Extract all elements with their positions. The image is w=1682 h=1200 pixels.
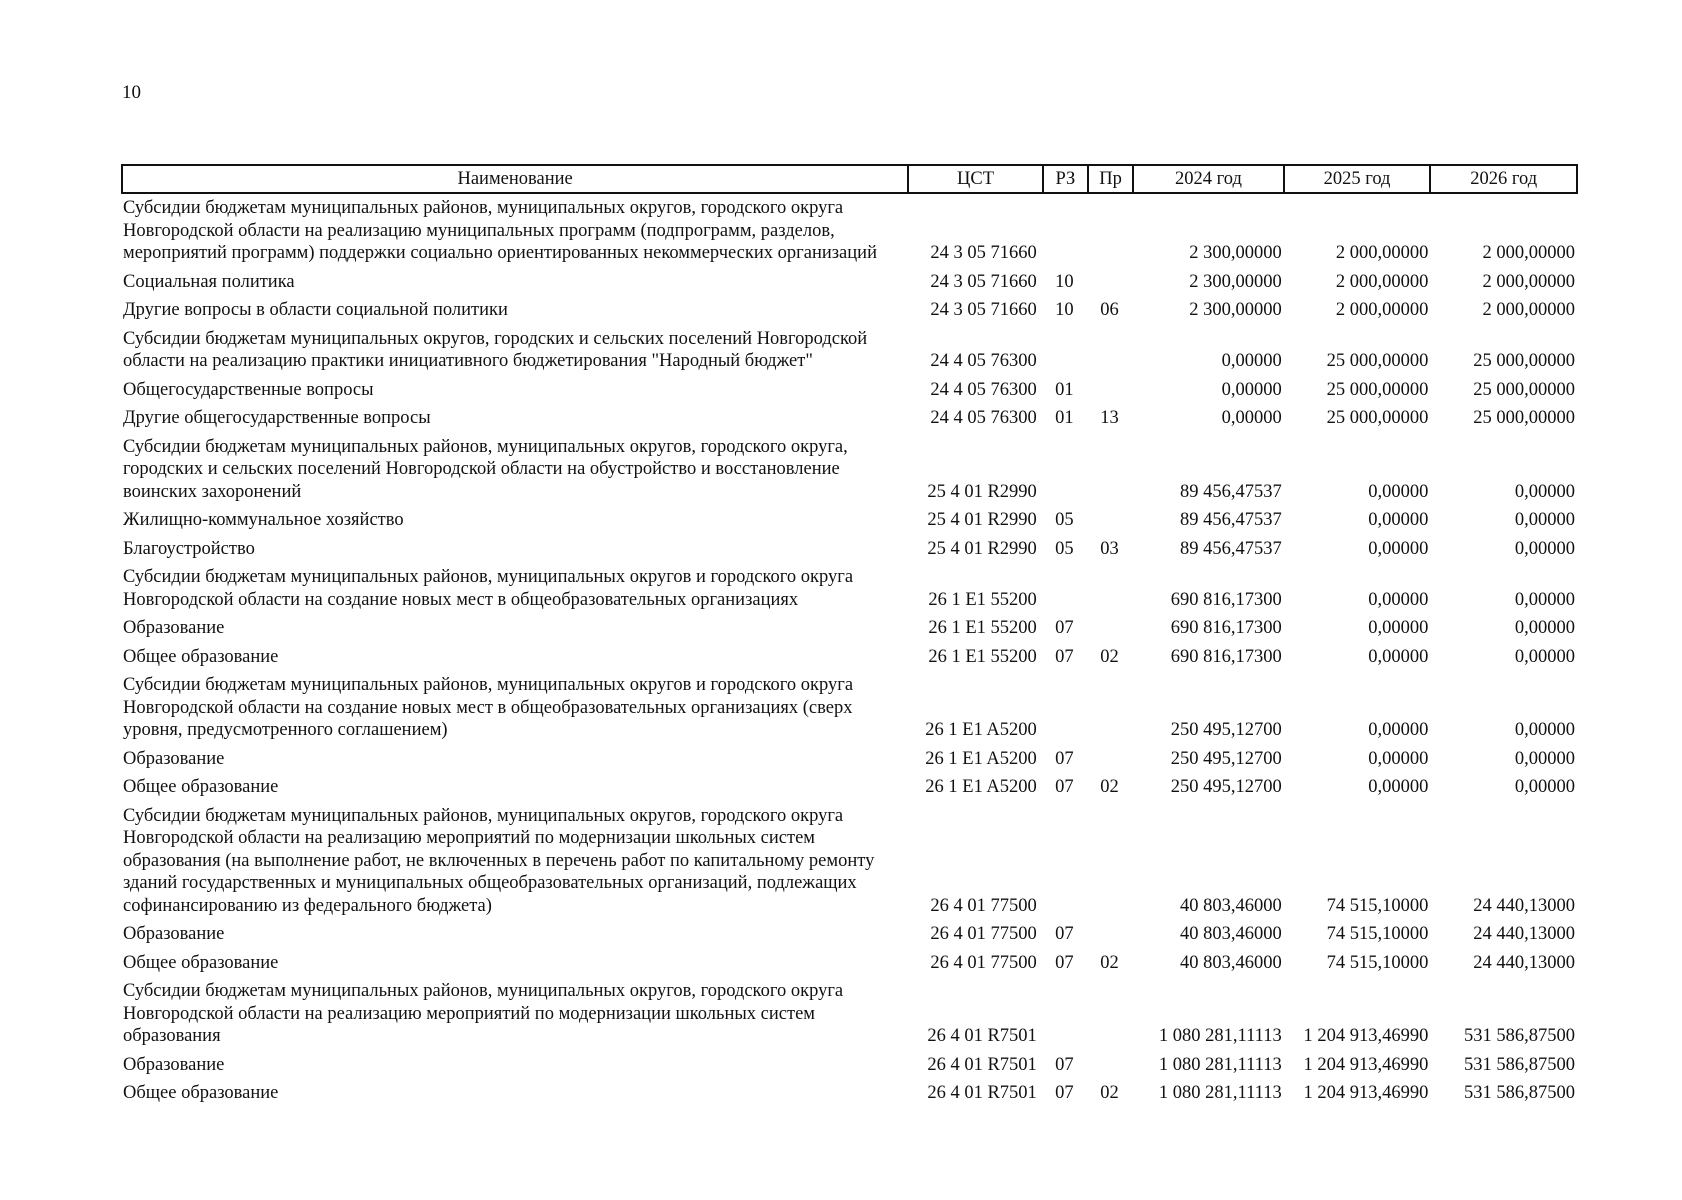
row-name: Благоустройство [123,538,255,559]
row-pr [1088,193,1133,268]
row-value-2025: 1 204 913,46990 [1303,1083,1429,1103]
table-row [122,671,1577,745]
row-cst: 26 1 E1 55200 [928,618,1037,638]
row-value-2024: 2 300,00000 [1189,300,1282,320]
row-value-2024: 0,00000 [1221,351,1282,371]
row-value-2026: 0,00000 [1514,646,1575,667]
row-value-2024: 0,00000 [1221,379,1282,400]
row-value-2025: 0,00000 [1368,481,1429,502]
row-rz: 07 [1055,777,1074,797]
row-value-2024: 250 495,12700 [1170,720,1282,740]
header-2026: 2026 год [1430,165,1577,193]
row-rz [1043,802,1088,921]
row-name: Субсидии бюджетам муниципальных районов, муниципальных округов, городского округа Новгородской области на реализацию муниципальных программ (подпрограмм, разделов, мероприятий программ) поддержки социально ориентированных некоммерческих организаций [123,198,877,263]
row-value-2026: 0,00000 [1514,589,1575,610]
table-row [122,949,1577,978]
row-cst: 26 1 E1 55200 [928,646,1037,667]
row-value-2025: 1 204 913,46990 [1303,1026,1429,1046]
row-value-2024: 2 300,00000 [1189,271,1282,292]
row-name: Образование [123,1054,225,1075]
row-rz [1043,977,1088,1051]
row-name: Общее образование [123,952,279,973]
row-value-2024: 2 300,00000 [1189,243,1282,263]
row-value-2025: 2 000,00000 [1335,243,1429,263]
table-row [122,920,1577,949]
row-value-2026: 25 000,00000 [1473,408,1575,428]
row-value-2026: 0,00000 [1514,538,1575,559]
row-value-2025: 0,00000 [1368,720,1429,740]
row-value-2026: 25 000,00000 [1473,379,1575,400]
table-row [122,535,1577,564]
row-pr [1088,802,1133,921]
row-rz: 05 [1055,538,1074,559]
row-value-2025: 2 000,00000 [1335,271,1429,292]
row-value-2024: 690 816,17300 [1170,646,1282,667]
row-name: Другие вопросы в области социальной политики [123,300,508,320]
row-cst: 26 4 01 77500 [930,952,1037,973]
row-cst: 25 4 01 R2990 [927,510,1037,530]
row-rz: 10 [1055,300,1074,320]
row-cst: 25 4 01 R2990 [927,538,1037,559]
row-pr [1088,745,1133,774]
row-cst: 26 4 01 R7501 [927,1026,1037,1046]
row-value-2024: 40 803,46000 [1179,924,1282,944]
row-name: Субсидии бюджетам муниципальных районов, муниципальных округов, городского округа Новгородской области на реализацию мероприятий по модернизации школьных систем образования (на выполнение работ, не включенных в перечень работ по капитальному ремонту зданий государственных и муниципальных общеобразовательных организаций, подлежащих софинансированию из федерального бюджета) [123,805,875,916]
row-name: Общее образование [123,1083,279,1103]
row-value-2026: 2 000,00000 [1482,243,1575,263]
table-row [122,614,1577,643]
row-value-2026: 25 000,00000 [1473,351,1575,371]
row-cst: 26 4 01 77500 [930,924,1037,944]
row-value-2025: 0,00000 [1368,589,1429,610]
header-2025: 2025 год [1284,165,1431,193]
row-cst: 25 4 01 R2990 [927,481,1037,502]
row-value-2024: 89 456,47537 [1179,481,1282,502]
row-cst: 24 4 05 76300 [930,408,1037,428]
row-rz: 07 [1055,1054,1074,1075]
row-rz: 10 [1055,271,1074,292]
row-value-2026: 2 000,00000 [1482,271,1575,292]
row-pr: 02 [1100,646,1119,667]
row-value-2025: 74 515,10000 [1326,952,1429,973]
row-pr: 02 [1100,777,1119,797]
row-value-2025: 25 000,00000 [1326,408,1429,428]
header-pr: Пр [1088,165,1133,193]
row-value-2025: 0,00000 [1368,777,1429,797]
row-value-2026: 24 440,13000 [1473,895,1575,916]
row-rz: 07 [1055,952,1074,973]
row-value-2026: 0,00000 [1514,481,1575,502]
row-pr [1088,671,1133,745]
row-pr [1088,506,1133,535]
table-row [122,745,1577,774]
table-row [122,1051,1577,1080]
row-rz: 01 [1055,408,1074,428]
row-rz: 05 [1055,510,1074,530]
row-value-2025: 74 515,10000 [1326,924,1429,944]
row-value-2025: 0,00000 [1368,510,1429,530]
row-rz [1043,193,1088,268]
row-cst: 26 1 E1 55200 [928,589,1037,610]
row-name: Жилищно-коммунальное хозяйство [123,510,404,530]
header-cst: ЦСТ [908,165,1043,193]
row-value-2025: 0,00000 [1368,538,1429,559]
row-rz: 07 [1055,646,1074,667]
row-cst: 26 1 E1 A5200 [925,777,1037,797]
row-pr: 06 [1100,300,1119,320]
row-name: Образование [123,924,225,944]
row-value-2024: 0,00000 [1221,408,1282,428]
row-value-2024: 89 456,47537 [1179,510,1282,530]
header-2024: 2024 год [1133,165,1284,193]
row-value-2024: 690 816,17300 [1170,589,1282,610]
row-value-2026: 0,00000 [1514,510,1575,530]
row-name: Социальная политика [123,271,295,292]
row-value-2026: 0,00000 [1514,720,1575,740]
table-row [122,296,1577,325]
row-value-2024: 250 495,12700 [1170,748,1282,769]
table-row [122,268,1577,297]
row-pr [1088,1051,1133,1080]
row-pr: 02 [1100,952,1119,973]
row-value-2026: 0,00000 [1514,777,1575,797]
row-value-2025: 0,00000 [1368,618,1429,638]
row-pr: 03 [1100,538,1119,559]
row-name: Субсидии бюджетам муниципальных районов, муниципальных округов, городского округа, городских и сельских поселений Новгородской области на обустройство и восстановление воинских захоронений [123,436,848,502]
page-number: 10 [122,82,141,103]
row-name: Общее образование [123,646,279,667]
table-row [122,773,1577,802]
row-pr [1088,376,1133,405]
row-pr [1088,614,1133,643]
row-value-2024: 40 803,46000 [1179,895,1282,916]
row-value-2026: 0,00000 [1514,618,1575,638]
row-pr: 13 [1100,408,1119,428]
row-name: Образование [123,748,225,769]
row-name: Субсидии бюджетам муниципальных районов, муниципальных округов и городского округа Новгородской области на создание новых мест в общеобразовательных организациях [123,567,854,610]
header-rz: РЗ [1043,165,1088,193]
row-rz: 07 [1055,748,1074,769]
table-header [122,165,1577,193]
table-row [122,404,1577,433]
row-value-2024: 1 080 281,11113 [1158,1054,1282,1075]
table-row [122,977,1577,1051]
row-pr [1088,268,1133,297]
row-rz [1043,325,1088,376]
table-row [122,563,1577,614]
table-row [122,802,1577,921]
table-row [122,506,1577,535]
row-name: Образование [123,618,225,638]
row-value-2026: 2 000,00000 [1482,300,1575,320]
row-cst: 24 4 05 76300 [930,379,1037,400]
row-rz: 07 [1055,1083,1074,1103]
budget-table [121,164,1578,1108]
row-rz [1043,563,1088,614]
row-value-2026: 24 440,13000 [1473,924,1575,944]
row-value-2025: 74 515,10000 [1326,895,1429,916]
row-rz [1043,433,1088,507]
row-pr [1088,920,1133,949]
row-pr [1088,563,1133,614]
row-name: Общегосударственные вопросы [123,379,374,400]
row-value-2025: 2 000,00000 [1335,300,1429,320]
table-body [122,193,1577,1108]
table-row [122,433,1577,507]
table-row [122,325,1577,376]
row-rz: 07 [1055,618,1074,638]
row-name: Общее образование [123,777,279,797]
row-cst: 26 1 E1 A5200 [925,748,1037,769]
row-value-2025: 1 204 913,46990 [1303,1054,1429,1075]
row-cst: 24 3 05 71660 [930,271,1037,292]
row-value-2024: 690 816,17300 [1170,618,1282,638]
row-rz: 01 [1055,379,1074,400]
row-name: Другие общегосударственные вопросы [123,408,431,428]
row-value-2026: 531 586,87500 [1464,1083,1575,1103]
row-value-2024: 1 080 281,11113 [1158,1083,1282,1103]
row-pr [1088,325,1133,376]
row-value-2025: 0,00000 [1368,646,1429,667]
table-row [122,193,1577,268]
row-cst: 24 3 05 71660 [930,243,1037,263]
row-value-2026: 24 440,13000 [1473,952,1575,973]
row-value-2025: 25 000,00000 [1326,379,1429,400]
row-pr: 02 [1100,1083,1119,1103]
row-pr [1088,433,1133,507]
row-cst: 26 4 01 R7501 [927,1083,1037,1103]
row-value-2025: 25 000,00000 [1326,351,1429,371]
row-pr [1088,977,1133,1051]
row-rz [1043,671,1088,745]
row-cst: 26 4 01 77500 [930,895,1037,916]
header-name: Наименование [122,165,908,193]
row-value-2024: 89 456,47537 [1179,538,1282,559]
row-cst: 26 1 E1 A5200 [925,720,1037,740]
row-rz: 07 [1055,924,1074,944]
row-value-2024: 1 080 281,11113 [1158,1026,1282,1046]
table-row [122,376,1577,405]
row-value-2026: 531 586,87500 [1464,1054,1575,1075]
row-cst: 26 4 01 R7501 [927,1054,1037,1075]
table-row [122,1079,1577,1108]
table-row [122,643,1577,672]
row-value-2026: 531 586,87500 [1464,1026,1575,1046]
row-value-2025: 0,00000 [1368,748,1429,769]
row-value-2026: 0,00000 [1514,748,1575,769]
row-cst: 24 3 05 71660 [930,300,1037,320]
row-value-2024: 250 495,12700 [1170,777,1282,797]
row-name: Субсидии бюджетам муниципальных районов, муниципальных округов и городского округа Новгородской области на создание новых мест в общеобразовательных организациях (сверх уровня, предусмотренного соглашением) [123,675,854,740]
row-name: Субсидии бюджетам муниципальных районов, муниципальных округов, городского округа Новгородской области на реализацию мероприятий по модернизации школьных систем образования [123,981,844,1046]
row-value-2024: 40 803,46000 [1179,952,1282,973]
row-name: Субсидии бюджетам муниципальных округов, городских и сельских поселений Новгородской области на реализацию практики инициативного бюджетирования "Народный бюджет" [123,328,868,371]
row-cst: 24 4 05 76300 [930,351,1037,371]
